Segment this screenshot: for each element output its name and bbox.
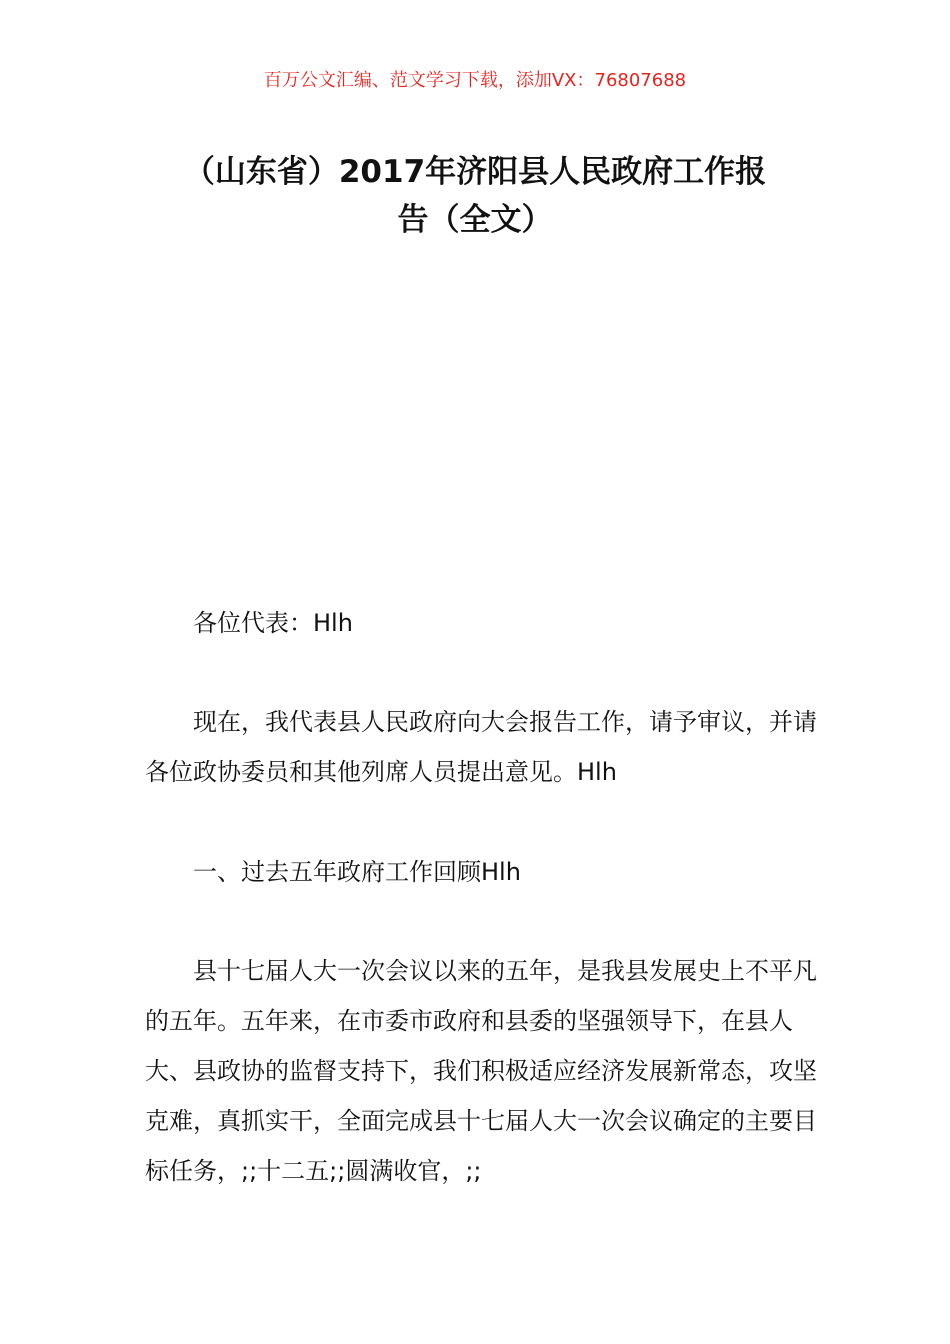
intro-paragraph: 现在，我代表县人民政府向大会报告工作，请予审议，并请各位政协委员和其他列席人员提出意见。Hlh xyxy=(145,708,817,786)
section-heading-block xyxy=(145,847,835,897)
document-title-line-1: （山东省）2017年济阳县人民政府工作报 xyxy=(183,154,767,190)
salutation-paragraph: 各位代表：Hlh xyxy=(193,609,353,637)
header-promo-note: 百万公文汇编、范文学习下载，添加VX：76807688 xyxy=(263,70,687,91)
salutation-block xyxy=(145,598,835,648)
review-block xyxy=(145,946,835,1196)
document-title xyxy=(100,148,850,244)
section-heading: 一、过去五年政府工作回顾Hlh xyxy=(193,858,521,886)
review-paragraph: 县十七届人大一次会议以来的五年，是我县发展史上不平凡的五年。五年来，在市委市政府和县委的坚强领导下，在县人大、县政协的监督支持下，我们积极适应经济发展新常态，攻坚克难，真抓实干，全面完成县十七届人大一次会议确定的主要目标任务，;;十二五;;圆满收官，;; xyxy=(145,957,817,1185)
intro-block xyxy=(145,697,835,797)
document-title-line-2: 告（全文） xyxy=(397,202,553,238)
